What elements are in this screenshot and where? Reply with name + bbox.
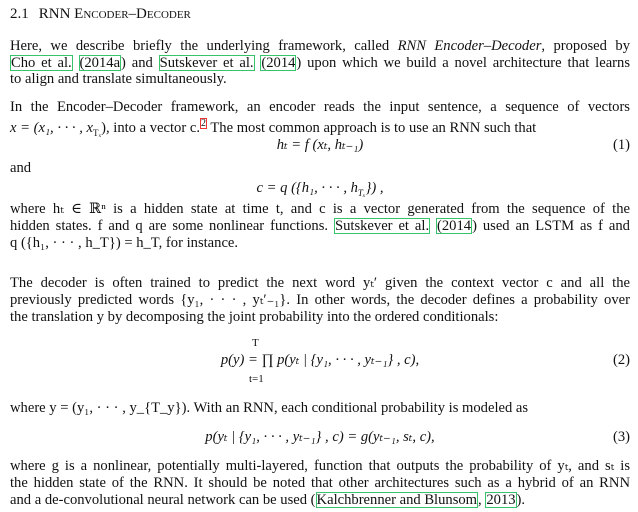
citation-year: (2014 xyxy=(261,55,296,71)
para3-line5: where g is a nonlinear, potentially multi-layered, function that outputs the probability of yₜ, and sₜ is xyxy=(10,458,630,474)
section-title: RNN Encoder–Decoder xyxy=(38,6,191,22)
para3-line1: The decoder is often trained to predict the next word yₜ′ given the context vector c and all the xyxy=(10,275,630,291)
citation-authors: Kalchbrenner and Blunsom xyxy=(316,492,478,508)
para2-line1: In the Encoder–Decoder framework, an encoder reads the input sentence, a sequence of vectors xyxy=(10,99,630,115)
footnote-link[interactable]: 2 xyxy=(200,118,206,129)
equation-3: p(yₜ | {y₁, · · · , yₜ₋₁} , c) = g(yₜ₋₁, sₜ, c), xyxy=(205,429,435,445)
citation-authors: Cho et al. xyxy=(11,55,72,71)
para1-line2 xyxy=(10,55,630,71)
citation-sutskever-link-2[interactable] xyxy=(334,218,430,234)
equation-c xyxy=(10,180,630,201)
product-upper-limit: T xyxy=(252,337,259,349)
text-span: Here, we describe briefly the underlying framework, called xyxy=(10,38,398,54)
text-span: ), into a vector c. xyxy=(101,119,200,136)
citation-sutskever-year-link[interactable] xyxy=(260,55,296,71)
citation-authors: Sutskever et al. xyxy=(159,55,254,71)
citation-kalchbrenner-link[interactable] xyxy=(316,492,479,508)
para1-line3: to align and translate simultaneously. xyxy=(10,71,227,87)
math-subscript: Tₓ xyxy=(93,127,102,138)
math-span: }) , xyxy=(365,180,384,196)
and-word: and xyxy=(10,160,32,176)
section-number: 2.1 xyxy=(10,6,29,22)
text-span: ). xyxy=(516,492,526,508)
product-lower-limit: t=1 xyxy=(249,373,264,385)
citation-year: 2013 xyxy=(486,492,516,508)
citation-authors: Sutskever et al. xyxy=(334,218,430,234)
equation-1: hₜ = f (xₜ, hₜ₋₁) xyxy=(276,137,364,153)
text-span: , proposed by xyxy=(541,38,630,54)
text-span: and a de-convolutional neural network can be used ( xyxy=(10,492,316,508)
citation-cho-year-link[interactable] xyxy=(79,55,122,71)
citation-sutskever-year-link-2[interactable] xyxy=(436,218,472,234)
equation-2-number: (2) xyxy=(612,352,630,368)
equation-3-number: (3) xyxy=(612,429,630,445)
citation-year: (2014a xyxy=(79,55,121,71)
text-span: ) upon which we build a novel architecture that learns xyxy=(296,55,631,71)
para2-line4 xyxy=(10,218,630,234)
citation-cho-link[interactable] xyxy=(10,55,73,71)
para1-line1 xyxy=(10,38,630,54)
citation-year: (2014 xyxy=(437,218,472,234)
text-span: ) and xyxy=(121,55,159,71)
para3-line2: previously predicted words {y₁, · · · , yₜ′₋₁}. In other words, the decoder defines a probability over xyxy=(10,292,630,308)
para2-line3: where hₜ ∈ ℝⁿ is a hidden state at time t, and c is a vector generated from the sequence of the xyxy=(10,201,630,217)
math-span: c = q ({h₁, · · · , h xyxy=(256,180,358,196)
para3-line7: and a de-convolutional neural network can be used (Kalchbrenner and Blunsom, 2013). xyxy=(10,492,526,508)
citation-kalchbrenner-year-link[interactable] xyxy=(485,492,516,508)
text-span: hidden states. f and q are some nonlinear functions. xyxy=(10,218,334,234)
para3-line3: the translation y by decomposing the joint probability into the ordered conditionals: xyxy=(10,309,499,325)
text-span: The most common approach is to use an RNN such that xyxy=(206,119,537,136)
text-span: ) used an LSTM as f and xyxy=(472,218,630,234)
math-subscript: Tₓ xyxy=(357,187,366,198)
equation-1-number: (1) xyxy=(612,137,630,153)
equation-2: p(y) = ∏ p(yₜ | {y₁, · · · , yₜ₋₁} , c), xyxy=(220,352,420,368)
para3-line6: the hidden state of the RNN. It should be noted that other architectures such as a hybrid of an RNN xyxy=(10,475,630,491)
citation-sutskever-link[interactable] xyxy=(159,55,255,71)
framework-name: RNN Encoder–Decoder xyxy=(397,38,542,54)
section-heading xyxy=(10,6,630,22)
para3-line4: where y = (y₁, · · · , y_{T_y}). With an RNN, each conditional probability is modeled as xyxy=(10,400,529,416)
para2-line5: q ({h₁, · · · , h_T}) = h_T, for instance. xyxy=(10,235,239,251)
math-span: x = (x₁, · · · , x xyxy=(10,119,93,136)
